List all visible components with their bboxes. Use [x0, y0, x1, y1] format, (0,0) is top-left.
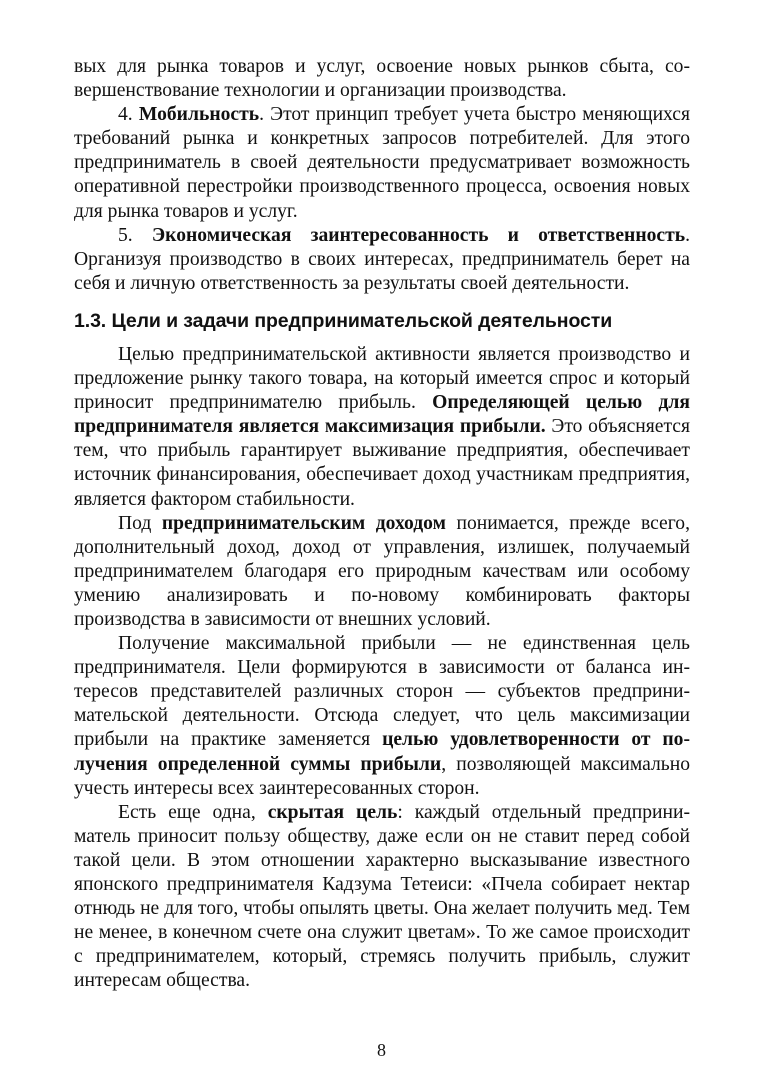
paragraph-goal: [74, 343, 690, 512]
emphasis-text: предпринимательским доходом: [161, 512, 446, 534]
paragraph-text: , позволяющей максимально учесть интересы всех заинтересованных сторон.: [74, 753, 690, 799]
page-number: 8: [377, 1040, 386, 1060]
paragraph-text: понимается, прежде всего, дополнительный доход, доход от управления, излишек, получаемый предпринимателем благодаря его природным качествам или особому умению анализировать и по-новому комбинировать факторы производства в зависимости от внешних условий.: [74, 512, 690, 630]
principle-number: 4.: [118, 104, 139, 126]
principle-number: 5.: [118, 224, 152, 246]
emphasis-text: целью удовлетворенности от получения определенной суммы прибыли: [74, 729, 690, 775]
paragraph-text: . Этот принцип требует учета быстро меняющихся требований рынка и конкретных запросов потребителей. Для этого предприниматель в своей деятельности предусматривает возможность оперативной перестройки производственного процесса, освоения новых для рынка товаров и услуг.: [74, 104, 691, 222]
paragraph-hidden-goal: [74, 801, 690, 994]
emphasis-text: Определяющей целью для предпринимателя является максимизация прибыли.: [74, 392, 690, 438]
paragraph-text: вых для рынка товаров и услуг, освоение новых рынков сбыта, совершенствование технологии и организации производства.: [74, 56, 690, 102]
paragraph-text: Есть еще одна,: [118, 801, 268, 823]
paragraph-text: Это объясняется тем, что прибыль гарантирует выживание предприятия, обеспечивает источник финансирования, обеспечивает доход участникам предприятия, является фактором стабильности.: [74, 416, 690, 510]
paragraph-entrepreneurial-income: [74, 512, 690, 632]
principle-mobility: [74, 103, 690, 223]
paragraph-text: . Организуя производство в своих интересах, предприниматель берет на себя и личную ответственность за результаты своей деятельности.: [74, 224, 690, 294]
paragraph-max-profit: [74, 632, 690, 801]
page-body: [74, 55, 690, 993]
principle-term: Мобильность: [138, 104, 260, 126]
principle-economic-interest: [74, 224, 690, 296]
paragraph-text: Под: [118, 512, 162, 534]
emphasis-text: скрытая цель: [267, 801, 398, 823]
paragraph-continuation: [74, 55, 690, 103]
paragraph-text: : каждый отдельный предприниматель приносит пользу обществу, даже если он не ставит перед собой такой цели. В этом отношении характерно высказывание известного японского предпринимателя Кадзума Тетеиси: «Пчела собирает нектар отнюдь не для того, чтобы опылять цветы. Она желает получить мед. Тем не менее, в конечном счете она служит цветам». То же самое происходит с предпринимателем, который, стремясь получить прибыль, служит интересам общества.: [74, 801, 690, 992]
section-heading: 1.3. Цели и задачи предпринимательской деятельности: [74, 309, 613, 332]
principle-term: Экономическая заинтересованность и ответственность: [151, 224, 686, 246]
paragraph-text: Целью предпринимательской активности является производство и предложение рынку такого товара, на который имеется спрос и который приносит предпринимателю прибыль.: [74, 343, 690, 414]
paragraph-text: Получение максимальной прибыли — не единственная цель предпринимателя. Цели формируются в зависимости от баланса интересов представителей различных сторон — субъектов предпринимательской деятельности. Отсюда следует, что цель максимизации прибыли на практике заменяется: [74, 633, 690, 751]
